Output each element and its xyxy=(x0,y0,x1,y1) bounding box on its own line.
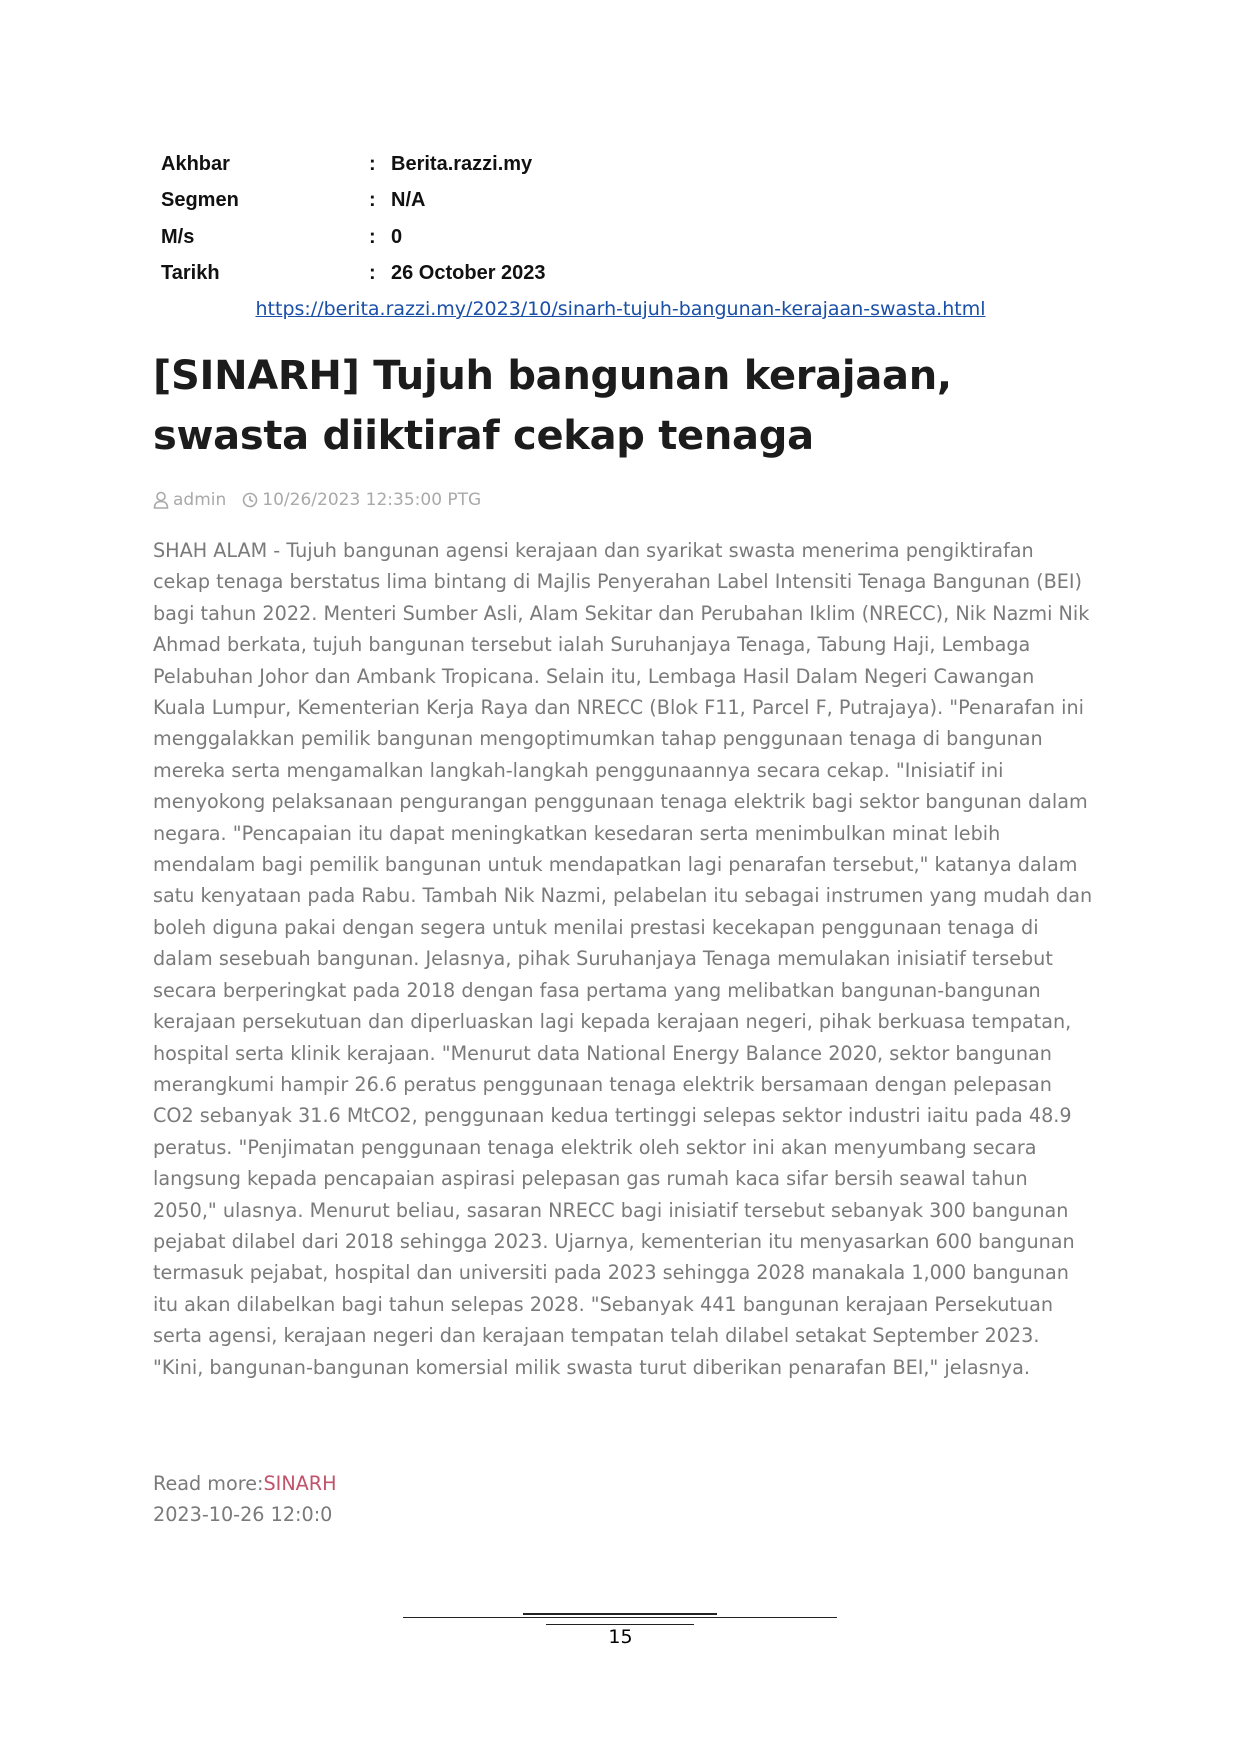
footer-divider xyxy=(523,1613,717,1615)
page-number: 15 xyxy=(608,1626,633,1648)
published-date: 2023-10-26 12:0:0 xyxy=(153,1503,333,1526)
footer-divider xyxy=(403,1617,837,1618)
meta-colon: : xyxy=(369,262,376,285)
meta-row-date xyxy=(161,256,761,293)
post-datetime: 10/26/2023 12:35:00 PTG xyxy=(262,490,482,510)
meta-value: 0 xyxy=(391,225,403,248)
author-name[interactable]: admin xyxy=(173,490,227,510)
read-more xyxy=(153,1468,337,1499)
meta-label: Segmen xyxy=(161,189,239,212)
meta-label: M/s xyxy=(161,225,195,248)
article-byline xyxy=(153,490,481,510)
footer-divider xyxy=(546,1624,694,1625)
meta-row-page xyxy=(161,219,761,256)
read-more-label: Read more: xyxy=(153,1472,264,1495)
article-title: [SINARH] Tujuh bangunan kerajaan, swasta diiktiraf cekap tenaga xyxy=(153,353,952,459)
meta-row-segment xyxy=(161,183,761,220)
meta-row-newspaper xyxy=(161,146,761,183)
meta-label: Tarikh xyxy=(161,262,220,285)
meta-value: N/A xyxy=(391,189,426,212)
meta-value: Berita.razzi.my xyxy=(391,152,533,175)
meta-label: Akhbar xyxy=(161,152,230,175)
meta-value: 26 October 2023 xyxy=(391,262,546,285)
clock-icon xyxy=(242,492,258,508)
source-url-link[interactable]: https://berita.razzi.my/2023/10/sinarh-tujuh-bangunan-kerajaan-swasta.html xyxy=(255,298,986,320)
meta-colon: : xyxy=(369,225,376,248)
clipping-metadata xyxy=(161,146,761,292)
user-icon xyxy=(153,491,169,509)
meta-colon: : xyxy=(369,189,376,212)
article-body: SHAH ALAM - Tujuh bangunan agensi kerajaan dan syarikat swasta menerima pengiktirafan cekap tenaga berstatus lima bintang di Majlis Penyerahan Label Intensiti Tenaga Bangunan (BEI) bagi tahun 2022. Menteri Sumber Asli, Alam Sekitar dan Perubahan Iklim (NRECC), Nik Nazmi Nik Ahmad berkata, tujuh bangunan tersebut ialah Suruhanjaya Tenaga, Tabung Haji, Lembaga Pelabuhan Johor dan Ambank Tropicana. Selain itu, Lembaga Hasil Dalam Negeri Cawangan Kuala Lumpur, Kementerian Kerja Raya dan NRECC (Blok F11, Parcel F, Putrajaya). "Penarafan ini menggalakkan pemilik bangunan mengoptimumkan tahap penggunaan tenaga di bangunan mereka serta mengamalkan langkah-langkah penggunaannya secara cekap. "Inisiatif ini menyokong pelaksanaan pengurangan penggunaan tenaga elektrik bagi sektor bangunan dalam negara. "Pencapaian itu dapat meningkatkan kesedaran serta menimbulkan minat lebih mendalam bagi pemilik bangunan untuk mendapatkan lagi penarafan tersebut," katanya dalam satu kenyataan pada Rabu. Tambah Nik Nazmi, pelabelan itu sebagai instrumen yang mudah dan boleh diguna pakai dengan segera untuk menilai prestasi kecekapan penggunaan tenaga di dalam sesebuah bangunan. Jelasnya, pihak Suruhanjaya Tenaga memulakan inisiatif tersebut secara berperingkat pada 2018 dengan fasa pertama yang melibatkan bangunan-bangunan kerajaan persekutuan dan diperluaskan lagi kepada kerajaan negeri, pihak berkuasa tempatan, hospital serta klinik kerajaan. "Menurut data National Energy Balance 2020, sektor bangunan merangkumi hampir 26.6 peratus penggunaan tenaga elektrik bersamaan dengan pelepasan CO2 sebanyak 31.6 MtCO2, penggunaan kedua tertinggi selepas sektor industri iaitu pada 48.9 peratus. "Penjimatan penggunaan tenaga elektrik oleh sektor ini akan menyumbang secara langsung kepada pencapaian aspirasi pelepasan gas rumah kaca sifar bersih seawal tahun 2050," ulasnya. Menurut beliau, sasaran NRECC bagi inisiatif tersebut sebanyak 300 bangunan pejabat dilabel dari 2018 sehingga 2023. Ujarnya, kementerian itu menyasarkan 600 bangunan termasuk pejabat, hospital dan universiti pada 2023 sehingga 2028 manakala 1,000 bangunan itu akan dilabelkan bagi tahun selepas 2028. "Sebanyak 441 bangunan kerajaan Persekutuan serta agensi, kerajaan negeri dan kerajaan tempatan telah dilabel setakat September 2023. "Kini, bangunan-bangunan komersial milik swasta turut diberikan penarafan BEI," jelasnya. xyxy=(153,539,1093,1379)
read-more-source-link[interactable]: SINARH xyxy=(263,1472,337,1495)
meta-colon: : xyxy=(369,152,376,175)
